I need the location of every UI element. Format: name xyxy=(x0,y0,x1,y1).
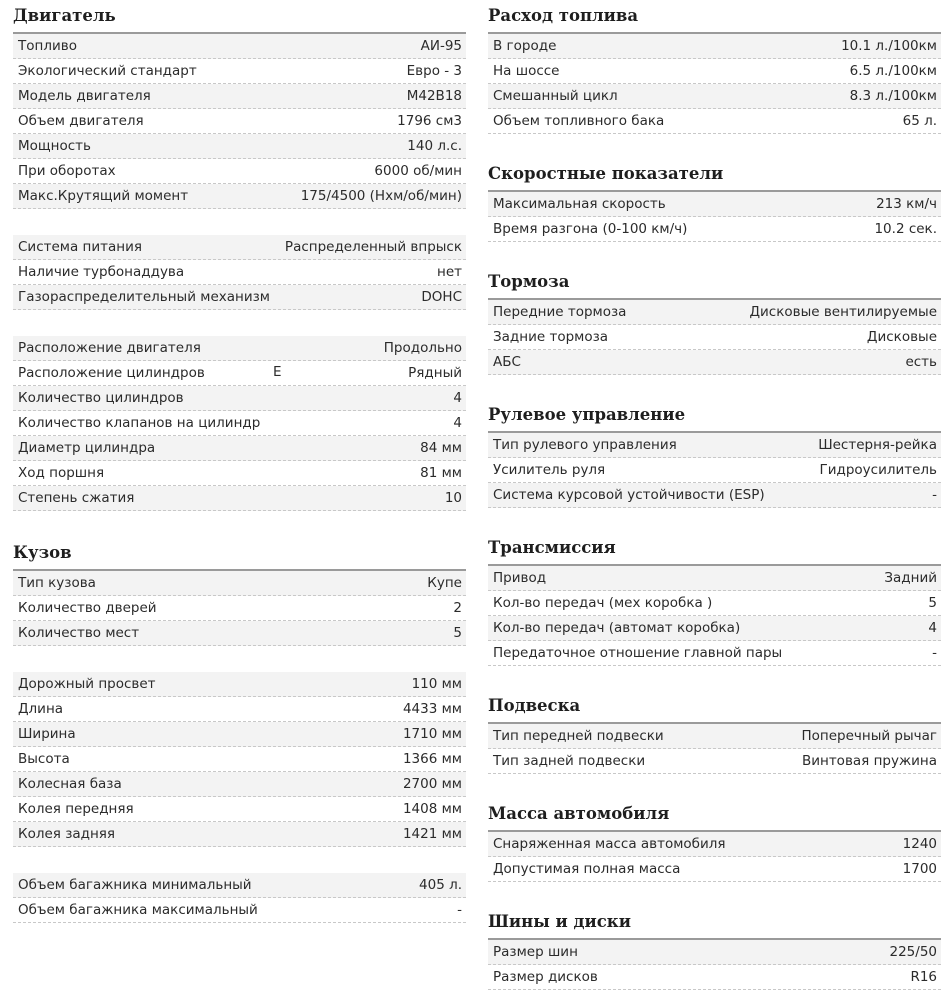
spec-row-rear-track xyxy=(13,822,466,847)
spec-value: Продольно xyxy=(383,340,462,356)
spec-value: 10 xyxy=(444,490,462,506)
spec-row-doors xyxy=(13,596,466,621)
spec-value: 81 мм xyxy=(420,465,462,481)
spec-label: Диаметр цилиндра xyxy=(18,440,156,456)
spec-label: При оборотах xyxy=(18,163,116,179)
spec-label: Колея задняя xyxy=(18,826,116,842)
spec-row-torque xyxy=(13,184,466,209)
spec-row-final-drive xyxy=(488,641,941,666)
spec-label: Привод xyxy=(493,570,547,586)
spec-value: Дисковые вентилируемые xyxy=(749,304,937,320)
spec-label: На шоссе xyxy=(493,63,560,79)
spec-row-city xyxy=(488,34,941,59)
spec-label: Ход поршня xyxy=(18,465,105,481)
spec-row-trunk-max xyxy=(13,898,466,923)
spec-value: Распределенный впрыск xyxy=(284,239,462,255)
spec-row-compression xyxy=(13,486,466,511)
spec-label: Количество мест xyxy=(18,625,140,641)
spec-label: Газораспределительный механизм xyxy=(18,289,270,305)
spec-row-cylinders xyxy=(13,386,466,411)
spec-row-cylinder-layout xyxy=(13,361,466,386)
spec-value: DOHC xyxy=(421,289,462,305)
spec-value: 4 xyxy=(453,390,462,406)
spec-label: Размер дисков xyxy=(493,969,598,985)
spec-label: Топливо xyxy=(18,38,77,54)
spec-value: 10.1 л./100км xyxy=(841,38,937,54)
spec-label: Размер шин xyxy=(493,944,578,960)
spec-label: Объем багажника минимальный xyxy=(18,877,252,893)
spec-value: Винтовая пружина xyxy=(801,753,937,769)
section-title-speed: Скоростные показатели xyxy=(488,164,724,183)
spec-row-top-speed xyxy=(488,192,941,217)
spec-label: Снаряженная масса автомобиля xyxy=(493,836,726,852)
spec-value: 1421 мм xyxy=(402,826,462,842)
section-title-brakes: Тормоза xyxy=(488,272,570,291)
section-title-mass: Масса автомобиля xyxy=(488,804,670,823)
section-title-fuel: Расход топлива xyxy=(488,6,639,25)
spec-row-clearance xyxy=(13,672,466,697)
spec-label: Экологический стандарт xyxy=(18,63,197,79)
section-title-body: Кузов xyxy=(13,543,72,562)
spec-row-valvetrain xyxy=(13,285,466,310)
spec-label: Расположение цилиндров xyxy=(18,365,205,381)
spec-row-tank xyxy=(488,109,941,134)
spec-value: - xyxy=(932,645,937,661)
spec-label: Система курсовой устойчивости (ESP) xyxy=(493,487,765,503)
spec-row-tire-size xyxy=(488,940,941,965)
spec-value: R16 xyxy=(910,969,937,985)
spec-label: Количество клапанов на цилиндр xyxy=(18,415,261,431)
spec-row-engine-layout xyxy=(13,336,466,361)
spec-value: Задний xyxy=(884,570,937,586)
spec-value: 8.3 л./100км xyxy=(849,88,937,104)
spec-row-abs xyxy=(488,350,941,375)
spec-value: 4 xyxy=(453,415,462,431)
spec-value: Поперечный рычаг xyxy=(801,728,937,744)
spec-value: есть xyxy=(905,354,937,370)
spec-row-body-type xyxy=(13,571,466,596)
spec-label: Смешанный цикл xyxy=(493,88,618,104)
spec-label: Задние тормоза xyxy=(493,329,609,345)
spec-value: 1408 мм xyxy=(402,801,462,817)
spec-label: Наличие турбонаддува xyxy=(18,264,185,280)
spec-row-engine-model xyxy=(13,84,466,109)
section-title-transmission: Трансмиссия xyxy=(488,538,616,557)
spec-row-stroke xyxy=(13,461,466,486)
spec-label: Колесная база xyxy=(18,776,122,792)
spec-value: 10.2 сек. xyxy=(874,221,937,237)
spec-value: Евро - 3 xyxy=(406,63,462,79)
spec-row-front-track xyxy=(13,797,466,822)
spec-label: Усилитель руля xyxy=(493,462,606,478)
spec-label: Количество цилиндров xyxy=(18,390,184,406)
spec-value: Шестерня-рейка xyxy=(818,437,937,453)
spec-value: 1700 xyxy=(902,861,937,877)
spec-label: Расположение двигателя xyxy=(18,340,201,356)
spec-label: Допустимая полная масса xyxy=(493,861,681,877)
spec-row-displacement xyxy=(13,109,466,134)
spec-label: Дорожный просвет xyxy=(18,676,156,692)
spec-value: 5 xyxy=(453,625,462,641)
spec-label: Объем топливного бака xyxy=(493,113,665,129)
spec-row-front-brakes xyxy=(488,300,941,325)
spec-value: 1240 xyxy=(902,836,937,852)
spec-label: Кол-во передач (автомат коробка) xyxy=(493,620,741,636)
spec-row-esp xyxy=(488,483,941,508)
spec-row-fuel-system xyxy=(13,235,466,260)
spec-label: Передаточное отношение главной пары xyxy=(493,645,783,661)
spec-label: Длина xyxy=(18,701,64,717)
spec-row-fuel-type xyxy=(13,34,466,59)
spec-value: 2700 мм xyxy=(402,776,462,792)
spec-value: 1796 см3 xyxy=(397,113,462,129)
spec-label: Кол-во передач (мех коробка ) xyxy=(493,595,713,611)
spec-label: Макс.Крутящий момент xyxy=(18,188,189,204)
spec-label: Колея передняя xyxy=(18,801,134,817)
spec-row-rim-size xyxy=(488,965,941,990)
spec-label: Количество дверей xyxy=(18,600,157,616)
spec-value: - xyxy=(932,487,937,503)
spec-label: АБС xyxy=(493,354,521,370)
spec-row-eco-standard xyxy=(13,59,466,84)
spec-row-front-suspension xyxy=(488,724,941,749)
spec-row-wheelbase xyxy=(13,772,466,797)
spec-value: 65 л. xyxy=(902,113,937,129)
spec-label: Объем двигателя xyxy=(18,113,144,129)
spec-row-turbo xyxy=(13,260,466,285)
stray-mark: E xyxy=(273,364,282,380)
spec-row-auto-gears xyxy=(488,616,941,641)
spec-row-rear-suspension xyxy=(488,749,941,774)
spec-row-curb-weight xyxy=(488,832,941,857)
spec-label: Высота xyxy=(18,751,70,767)
spec-label: Максимальная скорость xyxy=(493,196,666,212)
spec-value: 1710 мм xyxy=(402,726,462,742)
spec-value: M42B18 xyxy=(406,88,462,104)
spec-row-highway xyxy=(488,59,941,84)
spec-value: 4 xyxy=(928,620,937,636)
spec-row-bore xyxy=(13,436,466,461)
spec-value: 2 xyxy=(453,600,462,616)
spec-value: Гидроусилитель xyxy=(819,462,937,478)
spec-value: нет xyxy=(437,264,462,280)
spec-row-drive xyxy=(488,566,941,591)
spec-value: 213 км/ч xyxy=(876,196,937,212)
spec-label: Тип кузова xyxy=(18,575,96,591)
spec-label: Ширина xyxy=(18,726,76,742)
spec-value: 84 мм xyxy=(420,440,462,456)
spec-row-power-steering xyxy=(488,458,941,483)
spec-label: Модель двигателя xyxy=(18,88,151,104)
spec-value: - xyxy=(457,902,462,918)
spec-value: 175/4500 (Нхм/об/мин) xyxy=(300,188,462,204)
spec-row-power-rpm xyxy=(13,159,466,184)
spec-row-height xyxy=(13,747,466,772)
spec-row-power xyxy=(13,134,466,159)
spec-value: 110 мм xyxy=(411,676,462,692)
section-title-engine: Двигатель xyxy=(13,6,116,25)
spec-value: АИ-95 xyxy=(420,38,462,54)
spec-value: 405 л. xyxy=(419,877,462,893)
spec-value: Купе xyxy=(427,575,462,591)
section-title-steering: Рулевое управление xyxy=(488,405,686,424)
spec-row-steering-type xyxy=(488,433,941,458)
spec-label: Объем багажника максимальный xyxy=(18,902,258,918)
section-title-tires: Шины и диски xyxy=(488,912,631,931)
section-title-suspension: Подвеска xyxy=(488,696,581,715)
spec-value: 225/50 xyxy=(889,944,937,960)
spec-label: Система питания xyxy=(18,239,142,255)
spec-value: Рядный xyxy=(408,365,462,381)
spec-value: Дисковые xyxy=(866,329,937,345)
spec-label: Тип рулевого управления xyxy=(493,437,677,453)
spec-row-acceleration xyxy=(488,217,941,242)
spec-row-trunk-min xyxy=(13,873,466,898)
spec-label: В городе xyxy=(493,38,557,54)
spec-value: 6.5 л./100км xyxy=(849,63,937,79)
spec-row-rear-brakes xyxy=(488,325,941,350)
spec-row-length xyxy=(13,697,466,722)
spec-label: Время разгона (0-100 км/ч) xyxy=(493,221,688,237)
spec-row-manual-gears xyxy=(488,591,941,616)
spec-row-seats xyxy=(13,621,466,646)
spec-label: Тип задней подвески xyxy=(493,753,646,769)
spec-label: Степень сжатия xyxy=(18,490,135,506)
spec-label: Тип передней подвески xyxy=(493,728,664,744)
spec-value: 6000 об/мин xyxy=(374,163,462,179)
spec-value: 1366 мм xyxy=(402,751,462,767)
spec-value: 5 xyxy=(928,595,937,611)
spec-row-gross-weight xyxy=(488,857,941,882)
spec-value: 4433 мм xyxy=(402,701,462,717)
spec-row-width xyxy=(13,722,466,747)
spec-label: Мощность xyxy=(18,138,91,154)
spec-value: 140 л.с. xyxy=(407,138,462,154)
spec-row-combined xyxy=(488,84,941,109)
spec-label: Передние тормоза xyxy=(493,304,627,320)
spec-row-valves xyxy=(13,411,466,436)
